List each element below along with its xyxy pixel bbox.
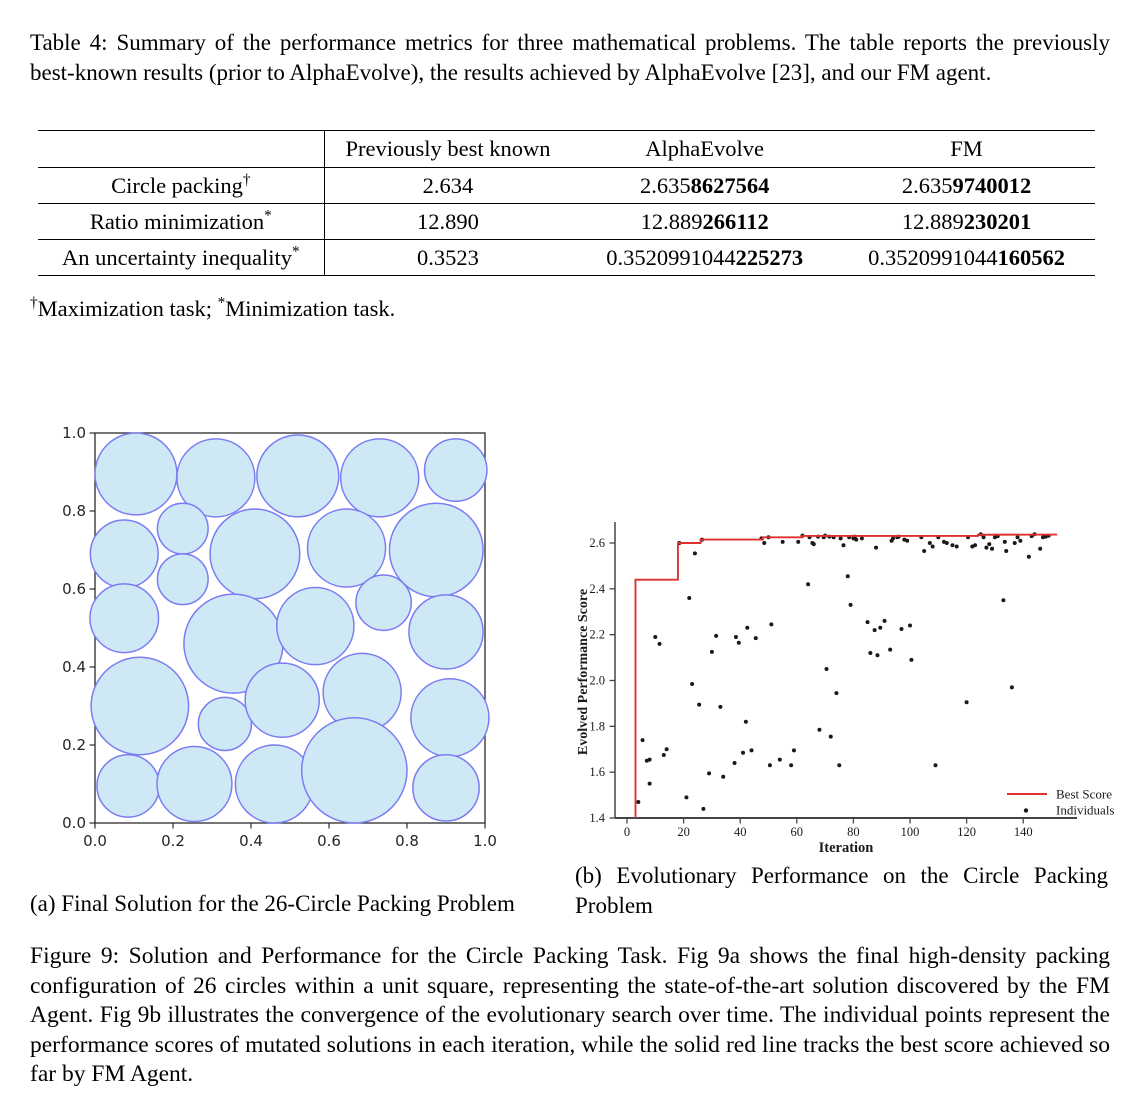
- individual-point: [854, 538, 858, 542]
- individual-point: [662, 753, 666, 757]
- individual-point: [734, 635, 738, 639]
- individual-point: [1016, 535, 1020, 539]
- x-tick-label: 0: [623, 825, 631, 839]
- individual-point: [714, 634, 718, 638]
- individual-point: [829, 735, 833, 739]
- individual-point: [841, 543, 845, 547]
- x-tick-label: 0.6: [317, 832, 341, 850]
- packed-circle: [97, 755, 159, 817]
- y-tick-label: 0.6: [62, 580, 86, 598]
- individual-point: [834, 691, 838, 695]
- individual-point: [849, 603, 853, 607]
- individual-point: [806, 582, 810, 586]
- fm-value: 0.3520991044160562: [868, 244, 1065, 270]
- individual-point: [1038, 547, 1042, 551]
- individual-point: [781, 540, 785, 544]
- x-tick-label: 0.2: [161, 832, 185, 850]
- header-previously-best-known: Previously best known: [324, 131, 571, 168]
- packed-circle: [413, 755, 479, 821]
- header-alphaevolve: AlphaEvolve: [571, 131, 838, 168]
- individual-point: [648, 758, 652, 762]
- individual-point: [1027, 555, 1031, 559]
- individual-point: [641, 738, 645, 742]
- packed-circle: [425, 439, 487, 501]
- legend-label-best-score: Best Score: [1056, 786, 1112, 802]
- packed-circle: [277, 587, 354, 664]
- individual-point: [693, 551, 697, 555]
- individual-point: [1004, 549, 1008, 553]
- packed-circle: [91, 657, 189, 755]
- packed-circles: [90, 433, 489, 823]
- individual-point: [792, 748, 796, 752]
- individual-point: [922, 549, 926, 553]
- fm-value: 2.6359740012: [838, 168, 1095, 204]
- individual-point: [878, 626, 882, 630]
- individual-point: [900, 627, 904, 631]
- individual-point: [908, 624, 912, 628]
- individual-point: [965, 700, 969, 704]
- row-label: Circle packing†: [38, 168, 324, 204]
- y-tick-label: 2.2: [589, 627, 605, 642]
- individual-point: [1013, 541, 1017, 545]
- individual-point: [741, 751, 745, 755]
- legend-point-swatch: [1024, 808, 1028, 812]
- figure-a-caption: (a) Final Solution for the 26-Circle Packing Problem: [30, 891, 515, 916]
- individual-point: [789, 763, 793, 767]
- alphaevolve-value: 0.3520991044225273: [606, 244, 804, 270]
- packed-circle: [411, 679, 489, 757]
- individual-point: [769, 622, 773, 626]
- individual-point: [1001, 598, 1005, 602]
- individual-point: [658, 642, 662, 646]
- individual-point: [1018, 539, 1022, 543]
- packed-circle: [302, 718, 407, 823]
- tick-labels: [589, 536, 1032, 839]
- packed-circle: [90, 520, 158, 588]
- individual-point: [721, 775, 725, 779]
- packed-circle: [157, 747, 232, 822]
- y-tick-label: 2.4: [589, 581, 605, 596]
- packed-circle: [157, 554, 208, 605]
- packed-circle: [157, 503, 208, 554]
- y-tick-label: 1.4: [589, 811, 605, 825]
- individual-point: [718, 705, 722, 709]
- circle-packing-plot: [55, 413, 535, 858]
- individual-point: [874, 546, 878, 550]
- axes: [610, 522, 1078, 824]
- table-row: [38, 240, 1095, 276]
- results-table: [38, 130, 1095, 276]
- y-tick-label: 1.6: [589, 765, 605, 780]
- x-tick-label: 0.8: [395, 832, 419, 850]
- packed-circle: [210, 509, 300, 599]
- individual-point: [812, 542, 816, 546]
- x-tick-label: 60: [790, 825, 804, 839]
- individual-point: [950, 543, 954, 547]
- x-tick-label: 0.4: [239, 832, 263, 850]
- y-tick-label: 2.6: [589, 536, 605, 550]
- table-footnote: †Maximization task; *Minimization task.: [30, 294, 396, 321]
- row-label: An uncertainty inequality*: [38, 240, 324, 276]
- header-fm: FM: [838, 131, 1095, 168]
- individual-point: [868, 651, 872, 655]
- individual-point: [636, 800, 640, 804]
- individual-point: [733, 761, 737, 765]
- individual-point: [796, 540, 800, 544]
- individual-point: [955, 544, 959, 548]
- y-tick-label: 0.2: [62, 736, 86, 754]
- x-tick-label: 140: [1013, 825, 1033, 839]
- alphaevolve-value: 12.889266112: [571, 204, 838, 240]
- alphaevolve-value: 2.6358627564: [571, 168, 838, 204]
- individual-point: [888, 648, 892, 652]
- individual-point: [875, 653, 879, 657]
- evolution-chart: [570, 500, 1130, 860]
- individual-point: [984, 546, 988, 550]
- table-caption: Table 4: Summary of the performance metrics for three mathematical problems. The table reports the previously best-known results (prior to AlphaEvolve), the results achieved by AlphaEvolve [23], and our FM agent.: [30, 30, 1110, 85]
- packed-circle: [409, 595, 483, 669]
- packed-circle: [341, 439, 419, 517]
- packed-circle: [198, 697, 251, 750]
- individual-point: [891, 536, 895, 540]
- individual-point: [778, 758, 782, 762]
- y-tick-label: 0.0: [62, 814, 86, 832]
- individual-point: [990, 547, 994, 551]
- y-tick-label: 1.8: [589, 719, 605, 734]
- asterisk-marker: *: [291, 243, 300, 260]
- x-tick-label: 0.0: [83, 832, 107, 850]
- prev-best-value: 0.3523: [417, 244, 479, 270]
- x-tick-label: 20: [677, 825, 690, 839]
- row-label: Ratio minimization*: [38, 204, 324, 240]
- individual-point: [737, 641, 741, 645]
- asterisk-marker: *: [264, 207, 272, 224]
- individual-point: [883, 619, 887, 623]
- x-tick-label: 120: [957, 825, 976, 839]
- individual-point: [684, 795, 688, 799]
- individual-point: [945, 541, 949, 545]
- x-tick-label: 40: [733, 825, 747, 839]
- table-row: [38, 168, 1095, 204]
- individual-point: [905, 539, 909, 543]
- individual-point: [745, 626, 749, 630]
- y-tick-label: 0.4: [62, 658, 86, 676]
- individual-point: [982, 535, 986, 539]
- packed-circle: [257, 435, 339, 517]
- y-tick-label: 1.0: [62, 424, 86, 442]
- individual-point: [648, 782, 652, 786]
- individual-point: [866, 620, 870, 624]
- x-tick-label: 1.0: [473, 832, 497, 850]
- individual-point: [697, 703, 701, 707]
- packed-circle: [245, 663, 319, 737]
- individual-points: [636, 532, 1050, 811]
- individual-point: [1003, 540, 1007, 544]
- packed-circle: [235, 745, 313, 823]
- y-tick-label: 2.0: [589, 673, 605, 688]
- table-header-row: [38, 131, 1095, 168]
- individual-point: [744, 720, 748, 724]
- dagger-marker: †: [242, 171, 251, 188]
- individual-point: [860, 536, 864, 540]
- individual-point: [837, 763, 841, 767]
- individual-point: [928, 541, 932, 545]
- individual-point: [762, 541, 766, 545]
- individual-point: [846, 574, 850, 578]
- individual-point: [750, 748, 754, 752]
- x-tick-label: 100: [900, 825, 920, 839]
- packed-circle: [90, 584, 159, 653]
- header-empty: [38, 131, 324, 168]
- individual-point: [754, 636, 758, 640]
- prev-best-value: 12.890: [324, 204, 571, 240]
- individual-point: [710, 650, 714, 654]
- packed-circle: [308, 509, 386, 587]
- individual-point: [1010, 685, 1014, 689]
- individual-point: [701, 807, 705, 811]
- individual-point: [839, 536, 843, 540]
- individual-point: [973, 543, 977, 547]
- individual-point: [909, 658, 913, 662]
- x-axis-label: Iteration: [818, 840, 874, 856]
- prev-best-value: 2.634: [324, 168, 571, 204]
- individual-point: [817, 728, 821, 732]
- individual-point: [653, 635, 657, 639]
- legend-label-individuals: Individuals: [1056, 802, 1115, 818]
- x-tick-label: 80: [847, 825, 860, 839]
- individual-point: [707, 771, 711, 775]
- legend: [1007, 787, 1115, 818]
- individual-point: [933, 763, 937, 767]
- figure-9-caption: Figure 9: Solution and Performance for the Circle Packing Task. Fig 9a shows the final high-density packing configuration of 26 circles within a unit square, representing the state-of-the-art solution discovered by the FM Agent. Fig 9b illustrates the convergence of the evolutionary search over time. The individual points represent the performance scores of mutated solutions in each iteration, while the solid red line tracks the best score achieved so far by FM Agent.: [30, 943, 1110, 1087]
- individual-point: [873, 628, 877, 632]
- y-tick-label: 0.8: [62, 502, 86, 520]
- y-axis-label: Evolved Performance Score: [576, 588, 591, 756]
- individual-point: [931, 544, 935, 548]
- individual-point: [987, 542, 991, 546]
- individual-point: [687, 596, 691, 600]
- individual-point: [690, 682, 694, 686]
- packed-circle: [95, 433, 177, 515]
- figure-b-caption: (b) Evolutionary Performance on the Circle Packing Problem: [575, 863, 1108, 918]
- fm-value: 12.889230201: [838, 204, 1095, 240]
- individual-point: [768, 763, 772, 767]
- individual-point: [825, 667, 829, 671]
- individual-point: [665, 747, 669, 751]
- table-row: [38, 204, 1095, 240]
- packed-circle: [356, 575, 411, 630]
